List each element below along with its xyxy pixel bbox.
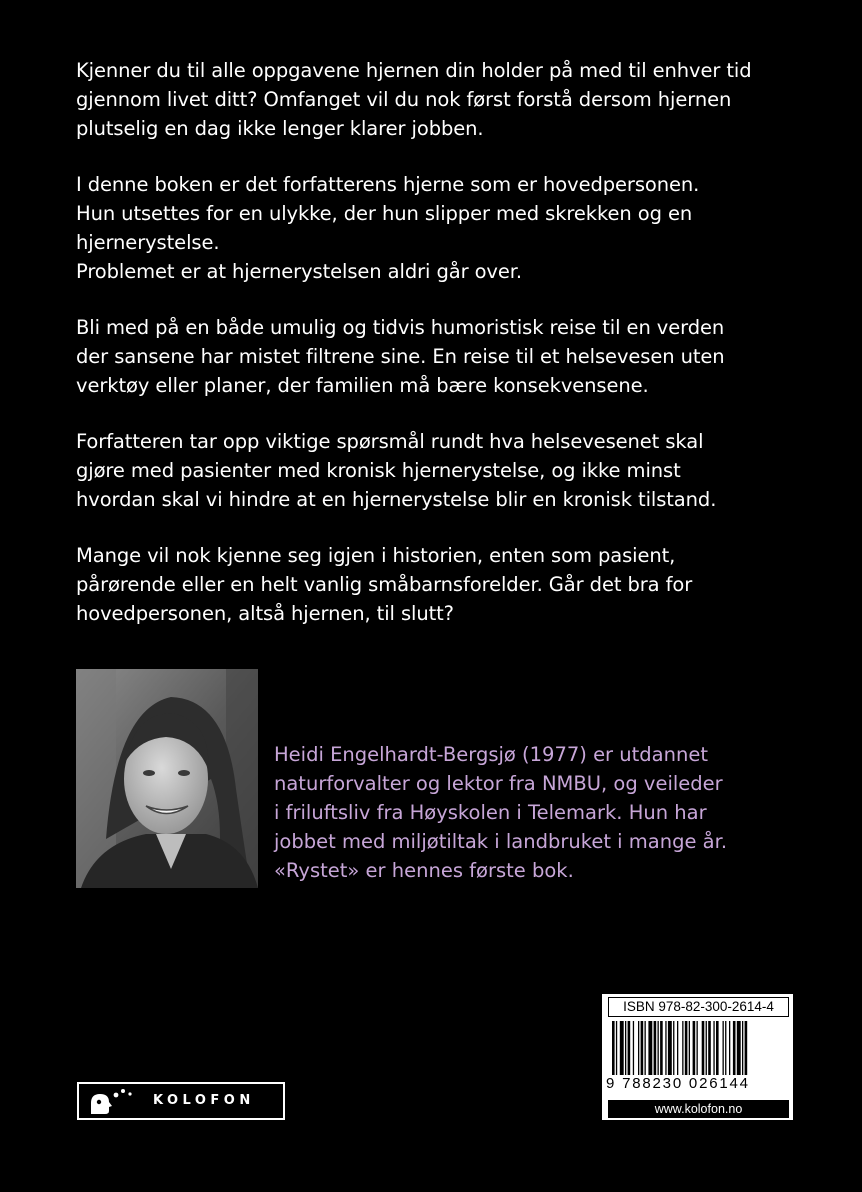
kolofon-head-logo-icon [85, 1087, 145, 1115]
barcode-bar [725, 1021, 726, 1075]
bio-line: «Rystet» er hennes første bok. [274, 859, 574, 882]
blurb-line: der sansene har mistet filtrene sine. En reise til et helsevesen uten [76, 345, 725, 368]
blurb-line: Mange vil nok kjenne seg igjen i historien, enten som pasient, [76, 544, 676, 567]
blurb-line: plutselig en dag ikke lenger klarer jobben. [76, 117, 484, 140]
barcode-bar [708, 1021, 711, 1075]
barcode-bar [733, 1021, 736, 1075]
barcode-bar [723, 1021, 724, 1075]
barcode-bar [677, 1021, 678, 1075]
barcode-digits: 9 788230 026144 [606, 1075, 787, 1092]
blurb-line: Forfatteren tar opp viktige spørsmål rundt hva helsevesenet skal [76, 430, 704, 453]
barcode-bar [654, 1021, 657, 1075]
blurb-line: gjennom livet ditt? Omfanget vil du nok først forstå dersom hjernen [76, 88, 732, 111]
barcode-bar [620, 1021, 624, 1075]
barcode-bar [706, 1021, 707, 1075]
barcode-bar [693, 1021, 696, 1075]
barcode-bar [658, 1021, 659, 1075]
publisher-name: KOLOFON [153, 1093, 255, 1108]
bio-line: jobbet med miljøtiltak i landbruket i mange år. [274, 830, 728, 853]
barcode-bar [745, 1021, 748, 1083]
blurb-paragraph [76, 313, 776, 400]
author-portrait-icon [76, 669, 258, 888]
barcode-bar [697, 1021, 698, 1075]
barcode-bar [729, 1021, 730, 1075]
blurb-line: hovedpersonen, altså hjernen, til slutt? [76, 602, 454, 625]
barcode-bar [638, 1021, 639, 1075]
barcode-bar [645, 1021, 646, 1075]
isbn-label: ISBN 978-82-300-2614-4 [608, 997, 789, 1017]
blurb-line: verktøy eller planer, der familien må bære konsekvensene. [76, 374, 649, 397]
barcode-bar [673, 1021, 674, 1075]
barcode-bar [682, 1021, 683, 1083]
barcode-bar [641, 1021, 644, 1075]
bio-line: naturforvalter og lektor fra NMBU, og veileder [274, 772, 723, 795]
barcode-bar [737, 1021, 741, 1075]
barcode-bars [612, 1021, 787, 1083]
blurb-line: gjøre med pasienter med kronisk hjernerystelse, og ikke minst [76, 459, 681, 482]
barcode-bar [689, 1021, 690, 1075]
isbn-barcode [600, 992, 795, 1122]
barcode-bar [716, 1021, 719, 1075]
blurb-paragraph [76, 541, 776, 628]
blurb-line: pårørende eller en helt vanlig småbarnsforelder. Går det bra for [76, 573, 693, 596]
blurb-line: Kjenner du til alle oppgavene hjernen din holder på med til enhver tid [76, 59, 752, 82]
blurb-paragraph [76, 170, 776, 286]
blurb-line: I denne boken er det forfatterens hjerne som er hovedpersonen. [76, 173, 700, 196]
blurb-paragraph [76, 427, 776, 514]
blurb-line: Bli med på en både umulig og tidvis humoristisk reise til en verden [76, 316, 725, 339]
barcode-bar [612, 1021, 615, 1083]
bio-line: Heidi Engelhardt-Bergsjø (1977) er utdannet [274, 743, 708, 766]
back-cover-blurb [76, 56, 776, 655]
blurb-line: hvordan skal vi hindre at en hjernerystelse blir en kronisk tilstand. [76, 488, 717, 511]
blurb-line: Hun utsettes for en ulykke, der hun slipper med skrekken og en [76, 202, 693, 225]
barcode-bar [625, 1021, 626, 1075]
barcode-bar [628, 1021, 631, 1075]
barcode-bar [702, 1021, 705, 1075]
publisher-website: www.kolofon.no [608, 1100, 789, 1118]
author-bio [274, 740, 814, 885]
blurb-line: hjernerystelse. [76, 231, 220, 254]
blurb-paragraph [76, 56, 776, 143]
blurb-line: Problemet er at hjernerystelsen aldri går over. [76, 260, 522, 283]
barcode-bar [742, 1021, 743, 1075]
barcode-bar [713, 1021, 714, 1075]
barcode-bar [616, 1021, 617, 1083]
barcode-bar [668, 1021, 672, 1075]
barcode-bar [648, 1021, 652, 1075]
barcode-bar [665, 1021, 666, 1075]
barcode-bar [633, 1021, 634, 1075]
author-photo [76, 669, 258, 888]
barcode-bar [685, 1021, 688, 1075]
barcode-bar [660, 1021, 663, 1075]
bio-line: i friluftsliv fra Høyskolen i Telemark. Hun har [274, 801, 707, 824]
kolofon-logo [77, 1082, 285, 1120]
